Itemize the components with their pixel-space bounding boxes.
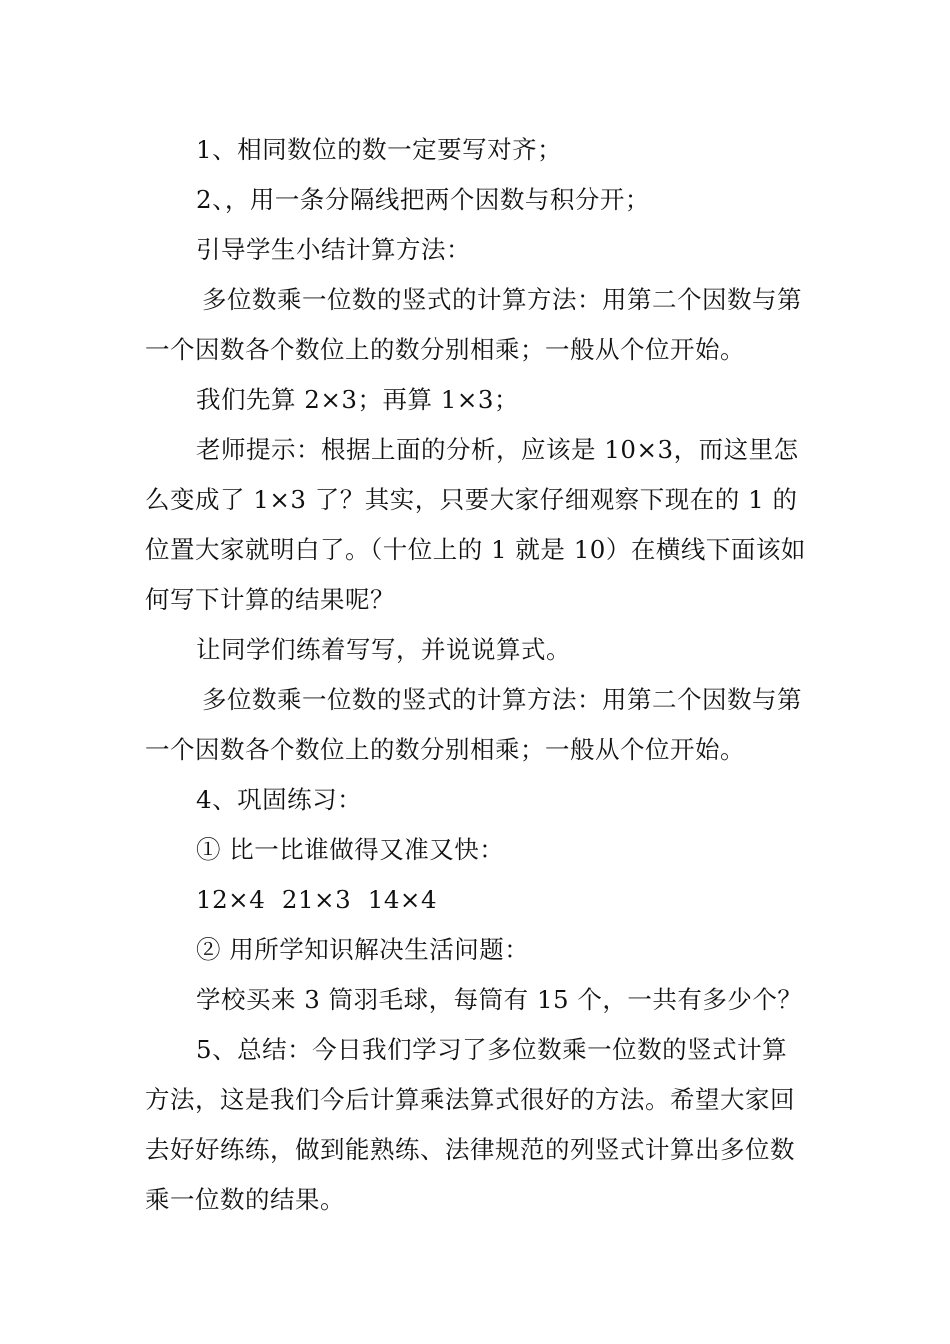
paragraph-7: 让同学们练着写写，并说说算式。 xyxy=(196,635,571,664)
paragraph-10: ① 比一比谁做得又准又快： xyxy=(196,835,505,864)
paragraph-13: 学校买来 3 筒羽毛球，每筒有 15 个，一共有多少个？ xyxy=(196,985,803,1014)
paragraph-1: 1、相同数位的数一定要写对齐； xyxy=(196,135,563,164)
paragraph-11: 12×4 21×3 14×4 xyxy=(196,885,438,914)
paragraph-2: 2、，用一条分隔线把两个因数与积分开； xyxy=(196,185,650,214)
document-body xyxy=(145,125,809,1225)
paragraph-8: 多位数乘一位数的竖式的计算方法：用第二个因数与第一个因数各个数位上的数分别相乘；一般从个位开始。 xyxy=(145,685,802,764)
paragraph-5: 我们先算 2×3；再算 1×3； xyxy=(196,385,519,414)
paragraph-12: ② 用所学知识解决生活问题： xyxy=(196,935,530,964)
paragraph-6: 老师提示：根据上面的分析，应该是 10×3，而这里怎么变成了 1×3 了？其实，只要大家仔细观察下现在的 1 的位置大家就明白了。（十位上的 1 就是 10）在横线下面该如何写下计算的结果呢？ xyxy=(145,435,806,614)
paragraph-3: 引导学生小结计算方法： xyxy=(196,235,471,264)
paragraph-4: 多位数乘一位数的竖式的计算方法：用第二个因数与第一个因数各个数位上的数分别相乘；一般从个位开始。 xyxy=(145,285,802,364)
paragraph-14: 5、总结：今日我们学习了多位数乘一位数的竖式计算方法，这是我们今后计算乘法算式很好的方法。希望大家回去好好练练，做到能熟练、法律规范的列竖式计算出多位数乘一位数的结果。 xyxy=(145,1035,795,1214)
paragraph-9: 4、巩固练习： xyxy=(196,785,363,814)
